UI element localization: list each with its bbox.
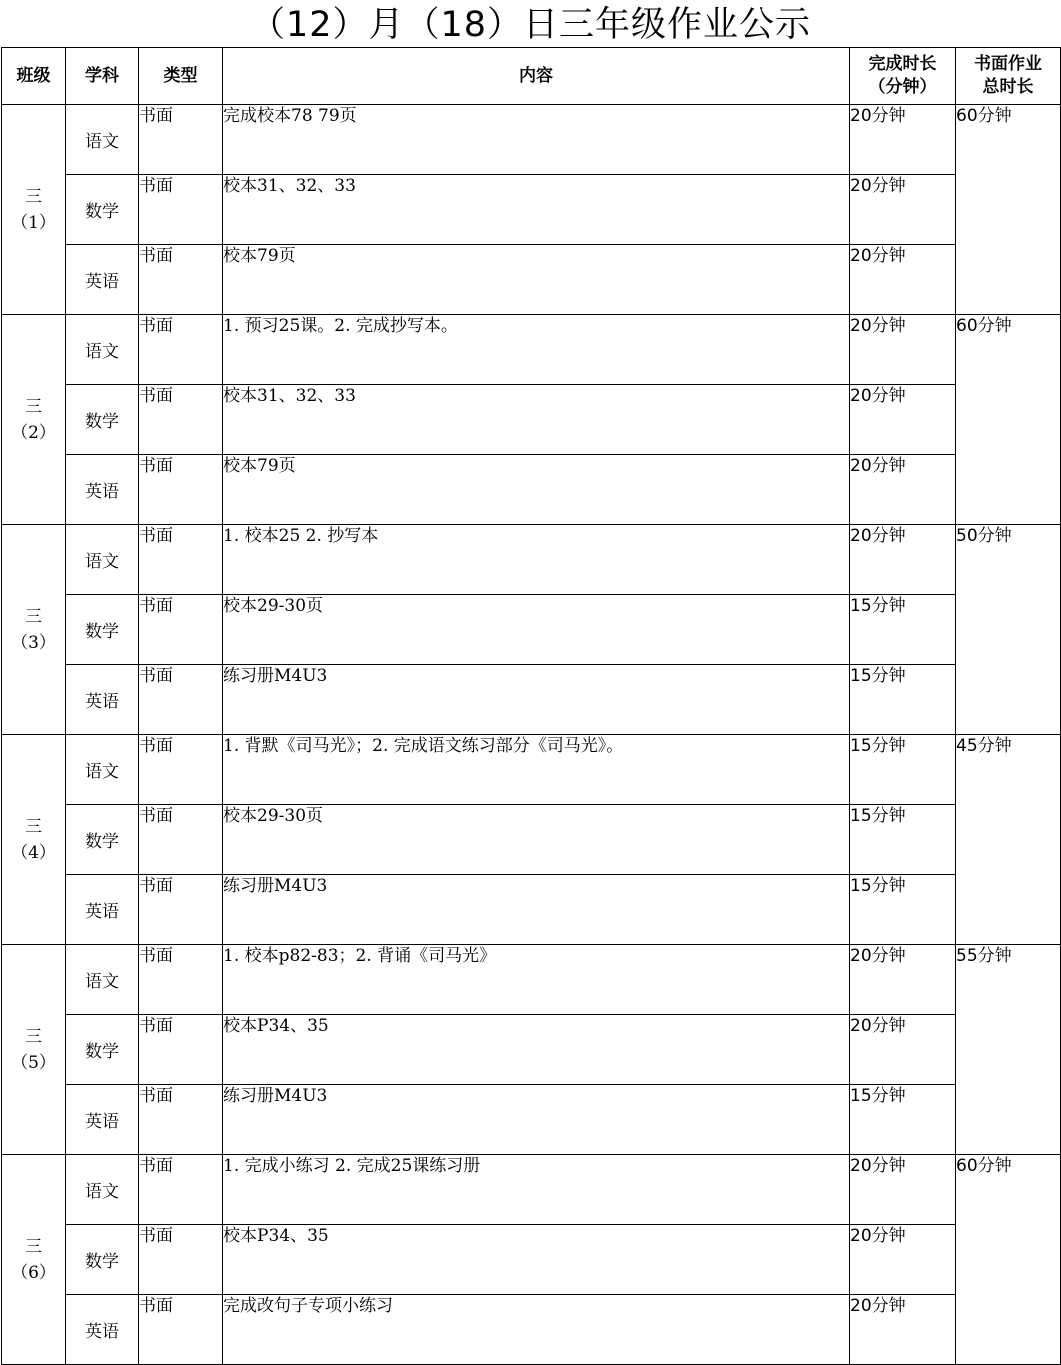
- content-cell: 校本P34、35: [223, 1225, 850, 1295]
- header-type: 类型: [139, 48, 223, 105]
- type-cell: 书面: [139, 245, 223, 315]
- type-cell: 书面: [139, 105, 223, 175]
- type-cell: 书面: [139, 945, 223, 1015]
- subject-cell: 数学: [66, 385, 139, 455]
- class-grade: 三: [25, 186, 42, 207]
- header-duration-line1: 完成时长: [868, 54, 937, 74]
- class-cell: [2, 735, 66, 945]
- class-grade: 三: [25, 816, 42, 837]
- duration-cell: 20分钟: [850, 455, 956, 525]
- content-cell: 校本79页: [223, 245, 850, 315]
- content-cell: 校本P34、35: [223, 1015, 850, 1085]
- table-row: [2, 245, 1061, 315]
- content-cell: 校本29-30页: [223, 595, 850, 665]
- duration-cell: 15分钟: [850, 805, 956, 875]
- total-cell: 45分钟: [956, 735, 1061, 945]
- type-cell: 书面: [139, 1155, 223, 1225]
- duration-cell: 15分钟: [850, 735, 956, 805]
- table-row: [2, 735, 1061, 805]
- class-number: （4）: [11, 842, 56, 863]
- type-cell: 书面: [139, 805, 223, 875]
- type-cell: 书面: [139, 175, 223, 245]
- type-cell: 书面: [139, 315, 223, 385]
- content-cell: 校本29-30页: [223, 805, 850, 875]
- duration-cell: 20分钟: [850, 175, 956, 245]
- content-cell: 完成校本78 79页: [223, 105, 850, 175]
- subject-cell: 语文: [66, 945, 139, 1015]
- class-grade: 三: [25, 606, 42, 627]
- header-total-line2: 总时长: [982, 77, 1034, 97]
- type-cell: 书面: [139, 1295, 223, 1365]
- total-cell: 60分钟: [956, 105, 1061, 315]
- content-cell: 练习册M4U3: [223, 665, 850, 735]
- total-cell: 50分钟: [956, 525, 1061, 735]
- type-cell: 书面: [139, 1225, 223, 1295]
- table-row: [2, 1015, 1061, 1085]
- table-row: [2, 385, 1061, 455]
- page-title: （12）月（18）日三年级作业公示: [249, 5, 812, 45]
- duration-cell: 15分钟: [850, 875, 956, 945]
- duration-cell: 15分钟: [850, 1085, 956, 1155]
- table-row: [2, 1085, 1061, 1155]
- type-cell: 书面: [139, 735, 223, 805]
- content-cell: 校本31、32、33: [223, 175, 850, 245]
- total-cell: 60分钟: [956, 1155, 1061, 1365]
- subject-cell: 英语: [66, 455, 139, 525]
- class-cell: [2, 945, 66, 1155]
- total-cell: 60分钟: [956, 315, 1061, 525]
- type-cell: 书面: [139, 455, 223, 525]
- class-cell: [2, 315, 66, 525]
- type-cell: 书面: [139, 875, 223, 945]
- table-row: [2, 175, 1061, 245]
- subject-cell: 英语: [66, 245, 139, 315]
- table-row: [2, 525, 1061, 595]
- content-cell: 练习册M4U3: [223, 1085, 850, 1155]
- class-cell: [2, 525, 66, 735]
- subject-cell: 英语: [66, 665, 139, 735]
- content-cell: 1. 预习25课。2. 完成抄写本。: [223, 315, 850, 385]
- total-cell: 55分钟: [956, 945, 1061, 1155]
- table-row: [2, 315, 1061, 385]
- header-class: 班级: [2, 48, 66, 105]
- class-number: （3）: [11, 632, 56, 653]
- table-row: [2, 1295, 1061, 1365]
- header-content: 内容: [223, 48, 850, 105]
- subject-cell: 语文: [66, 315, 139, 385]
- homework-table: [1, 47, 1061, 1365]
- type-cell: 书面: [139, 1085, 223, 1155]
- type-cell: 书面: [139, 385, 223, 455]
- header-duration: [850, 48, 956, 105]
- content-cell: 校本31、32、33: [223, 385, 850, 455]
- subject-cell: 英语: [66, 875, 139, 945]
- header-total-line1: 书面作业: [974, 54, 1042, 74]
- content-cell: 1. 校本25 2. 抄写本: [223, 525, 850, 595]
- class-grade: 三: [25, 396, 42, 417]
- class-number: （2）: [11, 422, 56, 443]
- content-cell: 1. 背默《司马光》；2. 完成语文练习部分《司马光》。: [223, 735, 850, 805]
- content-cell: 练习册M4U3: [223, 875, 850, 945]
- subject-cell: 英语: [66, 1295, 139, 1365]
- subject-cell: 数学: [66, 175, 139, 245]
- table-row: [2, 1225, 1061, 1295]
- table-row: [2, 945, 1061, 1015]
- table-body: [2, 105, 1061, 1365]
- class-number: （6）: [11, 1262, 56, 1283]
- content-cell: 1. 完成小练习 2. 完成25课练习册: [223, 1155, 850, 1225]
- subject-cell: 语文: [66, 1155, 139, 1225]
- duration-cell: 20分钟: [850, 105, 956, 175]
- type-cell: 书面: [139, 525, 223, 595]
- duration-cell: 15分钟: [850, 665, 956, 735]
- subject-cell: 英语: [66, 1085, 139, 1155]
- subject-cell: 数学: [66, 805, 139, 875]
- content-cell: 1. 校本p82-83；2. 背诵《司马光》: [223, 945, 850, 1015]
- class-grade: 三: [25, 1026, 42, 1047]
- type-cell: 书面: [139, 665, 223, 735]
- duration-cell: 20分钟: [850, 525, 956, 595]
- header-duration-line2: （分钟）: [868, 77, 937, 97]
- class-grade: 三: [25, 1236, 42, 1257]
- table-row: [2, 665, 1061, 735]
- class-number: （1）: [11, 212, 56, 233]
- header-total: [956, 48, 1061, 105]
- table-row: [2, 805, 1061, 875]
- duration-cell: 20分钟: [850, 245, 956, 315]
- content-cell: 完成改句子专项小练习: [223, 1295, 850, 1365]
- table-row: [2, 1155, 1061, 1225]
- type-cell: 书面: [139, 595, 223, 665]
- table-row: [2, 875, 1061, 945]
- subject-cell: 语文: [66, 525, 139, 595]
- duration-cell: 20分钟: [850, 1225, 956, 1295]
- table-row: [2, 455, 1061, 525]
- subject-cell: 语文: [66, 105, 139, 175]
- header-row: [2, 48, 1061, 105]
- subject-cell: 数学: [66, 1015, 139, 1085]
- duration-cell: 15分钟: [850, 595, 956, 665]
- class-number: （5）: [11, 1052, 56, 1073]
- table-row: [2, 105, 1061, 175]
- class-cell: [2, 105, 66, 315]
- type-cell: 书面: [139, 1015, 223, 1085]
- duration-cell: 20分钟: [850, 945, 956, 1015]
- subject-cell: 数学: [66, 1225, 139, 1295]
- subject-cell: 语文: [66, 735, 139, 805]
- duration-cell: 20分钟: [850, 1155, 956, 1225]
- table-row: [2, 595, 1061, 665]
- duration-cell: 20分钟: [850, 385, 956, 455]
- duration-cell: 20分钟: [850, 1295, 956, 1365]
- class-cell: [2, 1155, 66, 1365]
- content-cell: 校本79页: [223, 455, 850, 525]
- duration-cell: 20分钟: [850, 315, 956, 385]
- subject-cell: 数学: [66, 595, 139, 665]
- duration-cell: 20分钟: [850, 1015, 956, 1085]
- header-subject: 学科: [66, 48, 139, 105]
